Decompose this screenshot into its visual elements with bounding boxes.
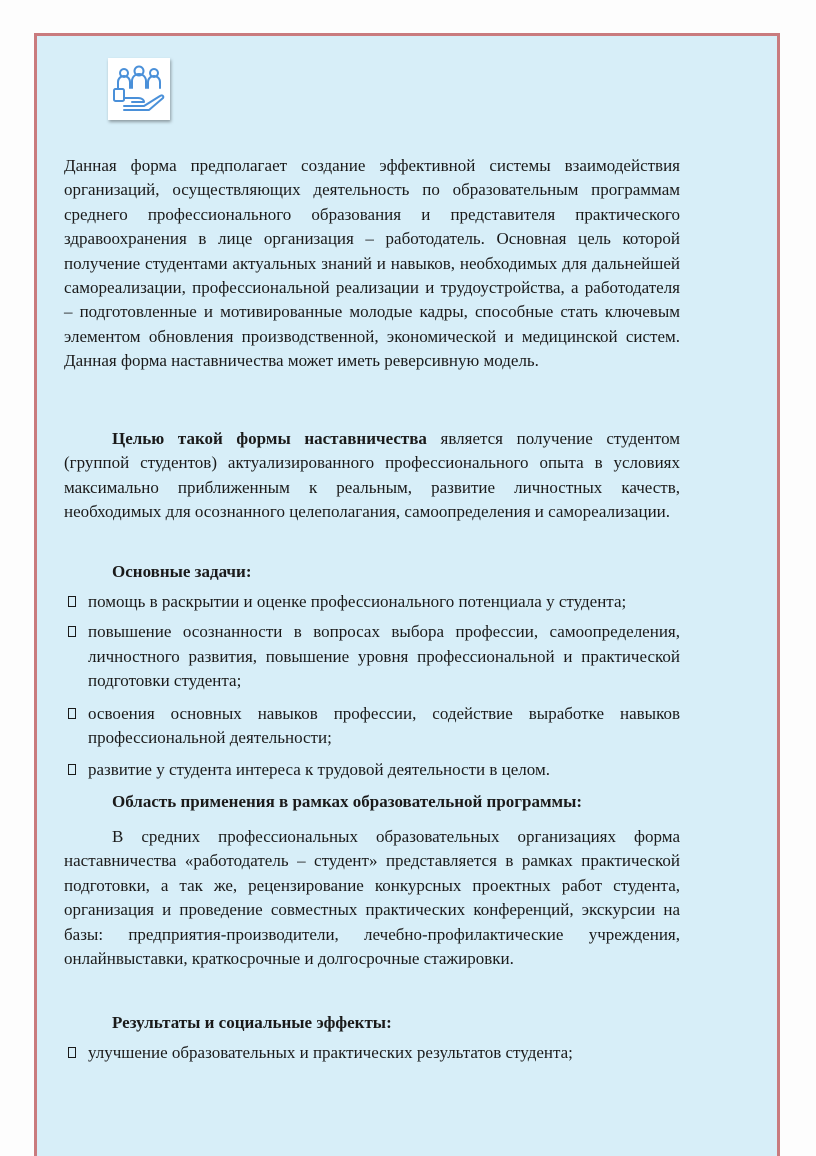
square-bullet-icon	[68, 708, 76, 719]
square-bullet-icon	[68, 626, 76, 637]
list-item: повышение осознанности в вопросах выбора профессии, самоопределения, личностного развития, повышение уровня профессиональной и практической подготовки студента;	[64, 620, 680, 693]
tasks-section	[64, 560, 680, 584]
list-item: развитие у студента интереса к трудовой деятельности в целом.	[64, 758, 680, 782]
intro-paragraph: Данная форма предполагает создание эффективной системы взаимодействия организаций, осуществляющих деятельность по образовательным программам среднего профессионального образования и представителя практического здравоохранения в лице организация – работодатель. Основная цель которой получение студентами актуальных знаний и навыков, необходимых для дальнейшей самореализации, профессиональной реализации и трудоустройства, а работодателя – подготовленные и мотивированные молодые кадры, способные стать ключевым элементом обновления производственной, экономической и медицинской систем. Данная форма наставничества может иметь реверсивную модель.	[64, 156, 680, 371]
tasks-heading: Основные задачи:	[112, 562, 252, 581]
goal-text: является получение студентом (группой студентов) актуализированного профессионального опыта в условиях максимально приближенным к реальным, развитие личностных качеств, необходимых для осознанного целеполагания, самоопределения и самореализации.	[64, 429, 681, 522]
square-bullet-icon	[68, 1047, 76, 1058]
goal-section	[64, 427, 680, 525]
results-list	[64, 1041, 680, 1065]
goal-bold-lead: Целью такой формы наставничества	[112, 429, 427, 448]
list-item: освоения основных навыков профессии, содействие выработке навыков профессиональной деятельности;	[64, 702, 680, 751]
scope-body	[64, 825, 680, 971]
tasks-list	[64, 590, 680, 783]
mentorship-group-hand-icon	[108, 58, 170, 120]
intro-section	[64, 154, 680, 374]
square-bullet-icon	[68, 596, 76, 607]
results-heading: Результаты и социальные эффекты:	[112, 1013, 392, 1032]
square-bullet-icon	[68, 764, 76, 775]
list-item: помощь в раскрытии и оценке профессионального потенциала у студента;	[64, 590, 680, 614]
list-item: улучшение образовательных и практических результатов студента;	[64, 1041, 680, 1065]
goal-paragraph	[64, 427, 680, 525]
scope-section	[64, 790, 680, 814]
scope-heading: Область применения в рамках образовательной программы:	[112, 792, 583, 811]
scope-paragraph: В средних профессиональных образовательных организациях форма наставничества «работодатель – студент» представляется в рамках практической подготовки, а так же, рецензирование конкурсных проектных работ студента, организация и проведение совместных практических конференций, экскурсии на базы: предприятия-производители, лечебно-профилактические учреждения, онлайнвыставки, краткосрочные и долгосрочные стажировки.	[64, 827, 680, 969]
results-section	[64, 1011, 680, 1035]
